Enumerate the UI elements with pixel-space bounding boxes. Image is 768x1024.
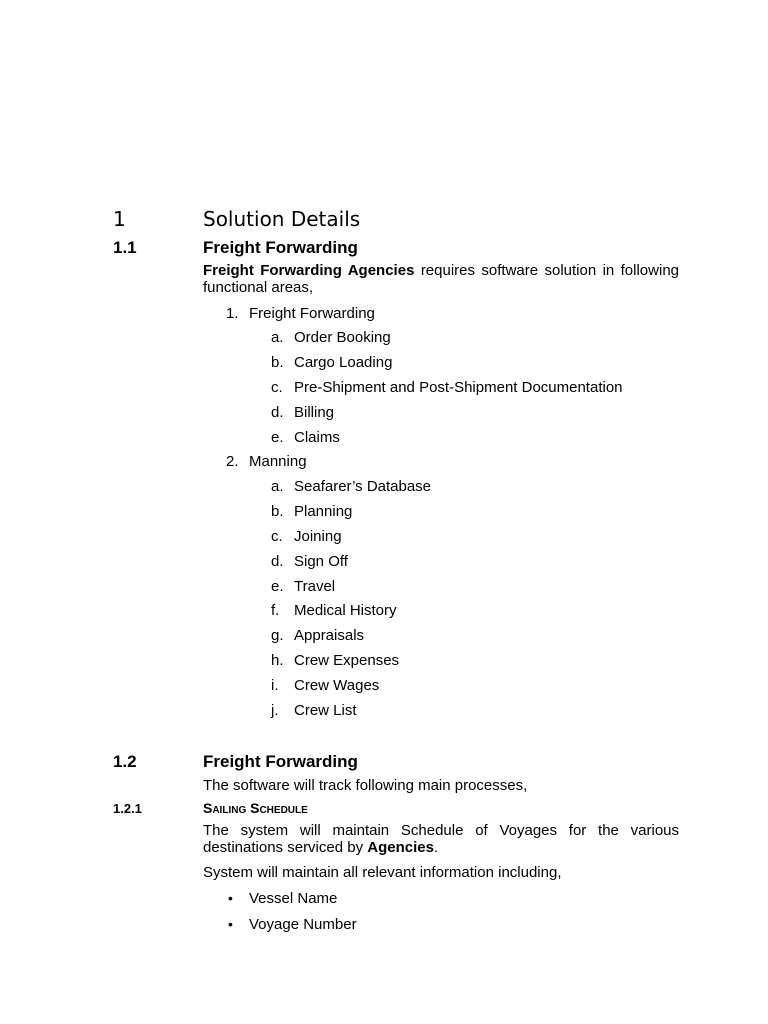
list-item: Manning [249, 453, 307, 470]
subsection-title: Freight Forwarding [203, 238, 358, 257]
sublist-marker: c. [271, 528, 283, 545]
list-item: Freight Forwarding [249, 305, 375, 322]
sublist-marker: g. [271, 627, 284, 644]
schedule-text: The system will maintain Schedule of Voyages for the various destinations serviced by [203, 822, 679, 856]
sublist-item: Joining [294, 528, 342, 545]
section-title: Solution Details [203, 207, 361, 231]
list-marker: 1. [226, 305, 239, 322]
sublist-item: Claims [294, 429, 340, 446]
sublist-item: Medical History [294, 602, 397, 619]
sublist-item: Planning [294, 503, 353, 520]
intro-text: requires software solution in following functional areas, [203, 262, 679, 296]
sublist-item: Cargo Loading [294, 354, 393, 371]
sublist-item: Crew Wages [294, 677, 380, 694]
bullet-item: Voyage Number [249, 916, 357, 933]
intro-bold-text: Freight Forwarding Agencies [203, 262, 415, 279]
subsubsection-title: Sailing Schedule [203, 800, 308, 816]
subsection-title: Freight Forwarding [203, 752, 358, 771]
intro-paragraph [203, 262, 679, 296]
sublist-marker: f. [271, 602, 280, 619]
process-intro: The software will track following main processes, [203, 777, 528, 794]
sublist-marker: d. [271, 404, 284, 421]
subsection-number: 1.1 [113, 238, 137, 257]
subsection-number: 1.2 [113, 752, 137, 771]
bullet-marker: • [228, 916, 233, 932]
sublist-item: Crew List [294, 702, 357, 719]
sublist-marker: a. [271, 478, 284, 495]
sublist-item: Crew Expenses [294, 652, 400, 669]
sublist-marker: d. [271, 553, 284, 570]
schedule-paragraph [203, 822, 679, 856]
sublist-item: Order Booking [294, 329, 391, 346]
bullet-item: Vessel Name [249, 890, 338, 907]
sublist-marker: h. [271, 652, 284, 669]
sublist-item: Travel [294, 578, 336, 595]
sublist-marker: e. [271, 429, 284, 446]
bullet-marker: • [228, 890, 233, 906]
sublist-marker: a. [271, 329, 284, 346]
agencies-bold-text: Agencies [367, 839, 434, 856]
sublist-marker: b. [271, 354, 284, 371]
info-paragraph: System will maintain all relevant information including, [203, 864, 562, 881]
sublist-marker: b. [271, 503, 284, 520]
sublist-marker: i. [271, 677, 279, 694]
sublist-item: Pre-Shipment and Post-Shipment Documentation [294, 379, 623, 396]
sublist-marker: c. [271, 379, 283, 396]
sublist-item: Billing [294, 404, 335, 421]
sublist-marker: j. [271, 702, 279, 719]
list-marker: 2. [226, 453, 239, 470]
sublist-item: Seafarer’s Database [294, 478, 432, 495]
sublist-marker: e. [271, 578, 284, 595]
schedule-text-end: . [433, 839, 439, 856]
sublist-item: Appraisals [294, 627, 365, 644]
sublist-item: Sign Off [294, 553, 348, 570]
subsubsection-number: 1.2.1 [113, 801, 142, 816]
section-number: 1 [113, 207, 126, 231]
